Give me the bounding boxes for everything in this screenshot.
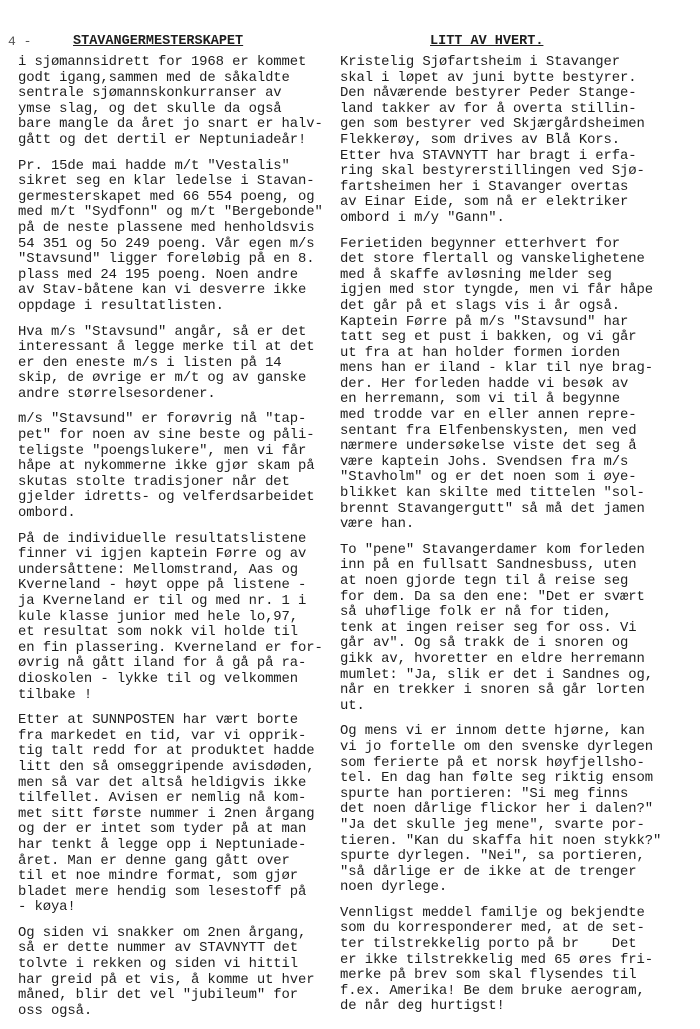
text-line: tenk at ingen reiser seg for oss. Vi	[340, 619, 637, 636]
text-line: være han.	[340, 516, 415, 533]
text-line: plass med 24 195 poeng. Noen andre	[18, 266, 299, 283]
text-line: ut fra at han holder formen iorden	[340, 344, 621, 361]
text-line: med trodde var en eller annen repre-	[340, 407, 637, 424]
text-line: "Stavsund" ligger foreløbig på en 8.	[18, 251, 315, 268]
text-line: en herremann, som vi til å begynne	[340, 391, 621, 408]
paragraph	[18, 55, 353, 149]
text-line: Flekkerøy, som drives av Blå Kors.	[340, 131, 621, 148]
text-line: skip, de øvrige er m/t og av ganske	[18, 370, 307, 387]
text-line: sentrale sjømannskonkurranser av	[18, 85, 282, 102]
text-line: ombord.	[18, 505, 76, 522]
text-line: med m/t "Sydfonn" og m/t "Bergebonde"	[18, 204, 323, 221]
text-line: kule klasse junior med hele lo,97,	[18, 608, 299, 625]
text-line: og der er intet som tyder på at man	[18, 821, 307, 838]
text-line: gen som bestyrer ved Skjærgårdsheimen	[340, 116, 645, 133]
right-column-body	[340, 55, 685, 1015]
text-line: Etter hva STAVNYTT har bragt i erfa-	[340, 147, 637, 164]
text-line: av Einar Eide, som nå er elektriker	[340, 194, 629, 211]
text-line: være kaptein Johs. Svendsen fra m/s	[340, 453, 629, 470]
text-line: spurte dyrlegen. "Nei", sa portieren,	[340, 848, 645, 865]
text-line: de når deg hurtigst!	[340, 998, 505, 1015]
text-line: finner vi igjen kaptein Førre og av	[18, 546, 307, 563]
paragraph	[340, 55, 685, 227]
left-column-heading: STAVANGERMESTERSKAPET	[73, 34, 244, 49]
text-line: m/s "Stavsund" er forøvrig nå "tap-	[18, 411, 307, 428]
text-line: sikret seg en klar ledelse i Stavan-	[18, 173, 315, 190]
text-line: bare mangle da året jo snart er halv-	[18, 116, 323, 133]
text-line: fra markedet en tid, var vi opprik-	[18, 727, 307, 744]
text-line: som du korresponderer med, at de set-	[340, 920, 645, 937]
text-line: håpe at nykommerne ikke gjør skam på	[18, 458, 315, 475]
text-line: så uhøflige folk er nå for tiden,	[340, 604, 612, 621]
text-line: igjen med stor tyngde, men vi får håpe	[340, 282, 653, 299]
text-line: f.ex. Amerika! Be dem bruke aerogram,	[340, 982, 645, 999]
text-line: et resultat som nokk vil holde til	[18, 624, 299, 641]
text-line: går av". Og så trakk de i snoren og	[340, 635, 629, 652]
text-line: met sitt første nummer i 2nen årgang	[18, 805, 315, 822]
text-line: øvrig nå gått iland for å gå på ra-	[18, 655, 307, 672]
text-line: spurte han portieren: "Si meg finns	[340, 785, 629, 802]
text-line: undersåttene: Mellomstrand, Aas og	[18, 561, 299, 578]
text-line: det noen dårlige flickor her i dalen?"	[340, 801, 653, 818]
text-line: måned, blir det vel "jubileum" for	[18, 987, 299, 1004]
text-line: har tenkt å legge opp i Neptuniade-	[18, 836, 307, 853]
text-line: tieren. "Kan du skaffa hit noen stykk?"	[340, 832, 662, 849]
text-line: - køya!	[18, 899, 76, 916]
text-line: "Ja det skulle jeg mene", svarte por-	[340, 816, 645, 833]
text-line: "Stavholm" og er det noen som i øye-	[340, 469, 637, 486]
text-line: merke på brev som skal flysendes til	[340, 967, 637, 984]
text-line: gikk av, hvoretter en eldre herremann	[340, 650, 645, 667]
text-line: bladet mere hendig som lesestoff på	[18, 883, 307, 900]
text-line: brennt Stavangergutt" så må det jamen	[340, 500, 645, 517]
text-line: tatt seg et pust i bakken, og vi går	[340, 329, 637, 346]
text-line: germesterskapet med 66 554 poeng, og	[18, 188, 315, 205]
text-line: vi jo fortelle om den svenske dyrlegen	[340, 738, 653, 755]
text-line: Vennligst meddel familje og bekjendte	[340, 904, 645, 921]
text-line: ter tilstrekkelig porto på br Det	[340, 936, 637, 953]
text-line: mens han er iland - klar til nye brag-	[340, 360, 653, 377]
text-line: har greid på et vis, å komme ut hver	[18, 971, 315, 988]
text-line: blikket kan skilte med tittelen "sol-	[340, 485, 645, 502]
text-line: "så dårlige er de ikke at de trenger	[340, 863, 637, 880]
text-line: ombord i m/y "Gann".	[340, 209, 505, 226]
text-line: fartsheimen her i Stavanger overtas	[340, 178, 629, 195]
text-line: mumlet: "Ja, slik er det i Sandnes og,	[340, 666, 653, 683]
text-line: tolvte i rekken og siden vi hittil	[18, 956, 299, 973]
text-line: Hva m/s "Stavsund" angår, så er det	[18, 323, 307, 340]
text-line: noen dyrlege.	[340, 879, 448, 896]
text-line: godt igang,sammen med de såkaldte	[18, 69, 290, 86]
paragraph	[18, 325, 353, 403]
paragraph	[340, 724, 685, 896]
text-line: en fin plassering. Kverneland er for-	[18, 639, 323, 656]
text-line: Kristelig Sjøfartsheim i Stavanger	[340, 54, 621, 70]
left-column	[18, 32, 353, 1029]
paragraph	[18, 159, 353, 315]
right-column	[340, 32, 685, 1025]
text-line: i sjømannsidrett for 1968 er kommet	[18, 54, 307, 70]
text-line: året. Man er denne gang gått over	[18, 852, 290, 869]
text-line: Den nåværende bestyrer Peder Stange-	[340, 85, 637, 102]
paragraph	[18, 713, 353, 916]
text-line: litt den så omseggripende avisdøden,	[18, 758, 315, 775]
text-line: men så var det altså heldigvis ikke	[18, 774, 307, 791]
text-line: dioskolen - lykke til og velkommen	[18, 670, 299, 687]
text-line: 54 351 og 5o 249 poeng. Vår egen m/s	[18, 235, 315, 252]
text-line: oppdage i resultatlisten.	[18, 297, 224, 314]
text-line: oss også.	[18, 1002, 93, 1019]
text-line: land takker av for å overta stillin-	[340, 100, 637, 117]
text-line: tig talt redd for at produktet hadde	[18, 743, 315, 760]
text-line: nærmere undersøkelse viste det seg å	[340, 438, 637, 455]
text-line: ja Kverneland er til og med nr. 1 i	[18, 593, 307, 609]
text-line: tilfellet. Avisen er nemlig nå kom-	[18, 790, 307, 807]
text-line: skutas stolte tradisjoner når det	[18, 473, 290, 490]
paragraph	[18, 532, 353, 704]
text-line: tel. En dag han følte seg riktig ensom	[340, 770, 653, 787]
text-line: Og mens vi er innom dette hjørne, kan	[340, 723, 645, 740]
text-line: ymse slag, og det skulle da også	[18, 100, 282, 117]
text-line: Etter at SUNNPOSTEN har vært borte	[18, 712, 299, 729]
text-line: sentant fra Elfenbenskysten, men ved	[340, 422, 637, 439]
corner-mark: 4 -	[8, 34, 32, 49]
paragraph	[340, 237, 685, 533]
text-line: interessant å legge merke til at det	[18, 339, 315, 356]
text-line: andre størrelsesordener.	[18, 385, 216, 402]
text-line: til et noe mindre format, som gjør	[18, 868, 299, 885]
text-line: av Stav-båtene kan vi desverre ikke	[18, 282, 307, 299]
paragraph	[18, 926, 353, 1020]
text-line: Kaptein Førre på m/s "Stavsund" har	[340, 313, 629, 330]
text-line: når en trekker i snoren så går lorten	[340, 682, 645, 699]
text-line: der. Her forleden hadde vi besøk av	[340, 375, 629, 392]
text-line: Pr. 15de mai hadde m/t "Vestalis"	[18, 157, 290, 174]
text-line: så er dette nummer av STAVNYTT det	[18, 940, 299, 957]
right-column-heading: LITT AV HVERT.	[430, 34, 544, 49]
text-line: det store flertall og vanskelighetene	[340, 251, 645, 268]
text-line: som ferierte på et norsk høyfjellsho-	[340, 754, 645, 771]
text-line: at noen gjorde tegn til å reise seg	[340, 573, 629, 589]
text-line: tilbake !	[18, 686, 93, 703]
text-line: på de neste plassene med henholdsvis	[18, 219, 315, 236]
text-line: To "pene" Stavangerdamer kom forleden	[340, 541, 645, 558]
text-line: ring skal bestyrerstillingen ved Sjø-	[340, 163, 645, 180]
text-line: skal i løpet av juni bytte bestyrer.	[340, 69, 637, 86]
paragraph	[340, 906, 685, 1015]
text-line: inn på en fullsatt Sandnesbuss, uten	[340, 557, 637, 574]
text-line: med å skaffe avløsning melder seg	[340, 266, 612, 283]
text-line: er den eneste m/s i listen på 14	[18, 354, 282, 371]
paragraph	[340, 543, 685, 715]
text-line: gått og det dertil er Neptuniadeår!	[18, 131, 307, 148]
text-line: teligste "poengslukere", men vi får	[18, 442, 307, 459]
text-line: Og siden vi snakker om 2nen årgang,	[18, 924, 307, 941]
text-line: På de individuelle resultatslistene	[18, 530, 307, 547]
text-line: Ferietiden begynner etterhvert for	[340, 235, 621, 252]
text-line: er ikke tilstrekkelig med 65 øres fri-	[340, 951, 653, 968]
paragraph	[18, 412, 353, 521]
text-line: ut.	[340, 697, 365, 714]
text-line: det går på et slags vis i år også.	[340, 297, 621, 314]
text-line: Kverneland - høyt oppe på listene -	[18, 577, 307, 594]
text-line: pet" for noen av sine beste og påli-	[18, 427, 315, 444]
text-line: for dem. Da sa den ene: "Det er svært	[340, 588, 645, 605]
text-line: gjelder idretts- og velferdsarbeidet	[18, 489, 315, 506]
left-column-body	[18, 55, 353, 1019]
